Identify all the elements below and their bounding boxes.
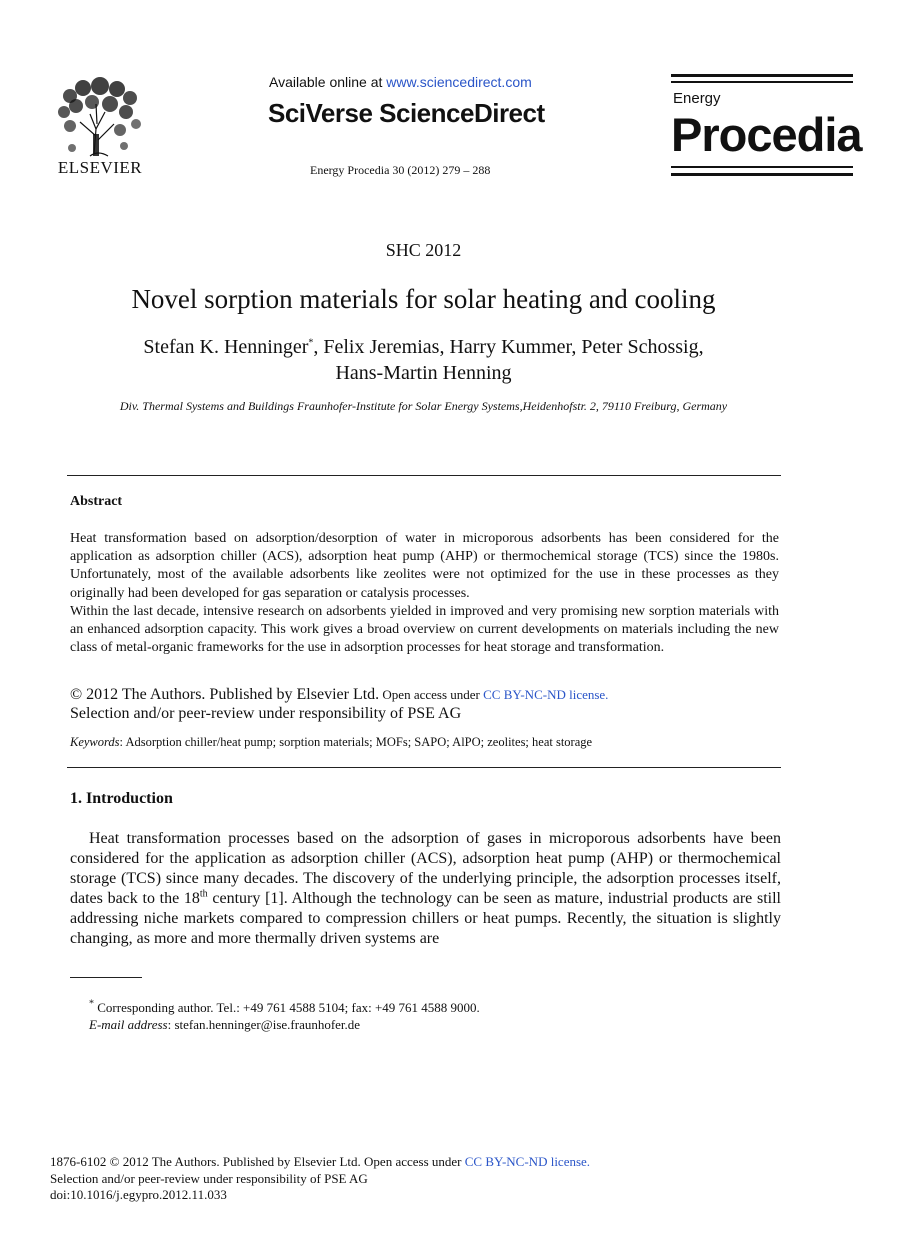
- section-heading-introduction: 1. Introduction: [70, 790, 173, 807]
- license-link[interactable]: CC BY-NC-ND license.: [483, 687, 609, 702]
- footer-doi[interactable]: doi:10.1016/j.egypro.2012.11.033: [50, 1187, 227, 1202]
- keywords-line: [70, 735, 592, 750]
- ordinal-superscript: th: [199, 888, 208, 900]
- logo-rule: [671, 74, 853, 77]
- logo-procedia-text: Procedia: [671, 108, 862, 161]
- divider: [67, 767, 781, 768]
- logo-rule: [671, 81, 853, 83]
- sciencedirect-link[interactable]: www.sciencedirect.com: [386, 74, 532, 90]
- article-title: Novel sorption materials for solar heating and cooling: [131, 284, 716, 314]
- email-label: E-mail address: [89, 1017, 168, 1032]
- keywords-list: : Adsorption chiller/heat pump; sorption materials; MOFs; SAPO; AlPO; zeolites; heat storage: [119, 735, 593, 749]
- email-address: : stefan.henninger@ise.fraunhofer.de: [167, 1017, 361, 1032]
- authors-line-2: Hans-Martin Henning: [335, 362, 512, 384]
- copyright-text: © 2012 The Authors. Published by Elsevier Ltd.: [70, 686, 380, 703]
- corresponding-mark: *: [308, 337, 314, 349]
- footer-peer-review: Selection and/or peer-review under responsibility of PSE AG: [50, 1171, 368, 1186]
- footer-issn-text: 1876-6102 © 2012 The Authors. Published by Elsevier Ltd. Open access under: [50, 1154, 465, 1169]
- sciverse-sciencedirect-logo: SciVerse ScienceDirect: [268, 98, 545, 128]
- logo-rule: [671, 173, 853, 176]
- available-online-line: [269, 74, 532, 90]
- abstract-heading: Abstract: [70, 494, 123, 509]
- abstract-paragraph-2: Within the last decade, intensive research on adsorbents yielded in improved and very promising new sorption materials with an enhanced adsorption capacity. This work gives a broad overview on current developments on materials including the new class of metal-organic frameworks for the use in adsorption processes for heat storage and transformation.: [70, 604, 779, 656]
- logo-energy-text: Energy: [673, 90, 721, 107]
- footnote-mark: *: [89, 998, 94, 1010]
- conference-name: SHC 2012: [385, 240, 462, 260]
- authors-line-1: [0, 336, 847, 359]
- footnote-rule: [70, 977, 142, 978]
- footnote-corresponding: [89, 1000, 480, 1016]
- energy-procedia-logo: [671, 74, 862, 178]
- footer-license-link[interactable]: CC BY-NC-ND license.: [464, 1154, 591, 1169]
- author-name: Stefan K. Henninger: [143, 336, 309, 358]
- elsevier-wordmark: ELSEVIER: [57, 158, 143, 177]
- affiliation: Div. Thermal Systems and Buildings Fraunhofer-Institute for Solar Energy Systems,Heidenhofstr. 2, 79110 Freiburg, Germany: [119, 399, 728, 413]
- available-prefix: Available online at: [269, 74, 387, 90]
- open-access-text: Open access under: [379, 687, 484, 702]
- author-names: , Felix Jeremias, Harry Kummer, Peter Schossig,: [313, 336, 704, 358]
- abstract-paragraph-1: Heat transformation based on adsorption/desorption of water in microporous adsorbents has been considered for the application as adsorption chiller (ACS), adsorption heat pump (AHP) or thermochemical storage (TCS) since the 1980s. Unfortunately, most of the available adsorbents like zeolites were not optimized for the use in these processes as they originally had been developed for gas separation or catalysis processes.: [70, 531, 779, 601]
- logo-rule: [671, 166, 853, 168]
- copyright-line: [70, 686, 608, 704]
- introduction-paragraph: [70, 829, 781, 949]
- intro-text-part-2: century [1]. Although the technology can be seen as mature, industrial products are still addressing niche markets compared to compression chillers or heat pumps. Recently, the situation is slightly changing, as more and more thermally driven systems are: [70, 890, 781, 947]
- intro-text-part-1: Heat transformation processes based on the adsorption of gases in microporous adsorbents have been considered for the application as adsorption chiller (ACS), adsorption heat pump (AHP) or thermochemical storage (TCS) since many decades. The discovery of the underlying principle, the adsorption processes itself, dates back to the 18: [70, 830, 781, 907]
- divider: [67, 475, 781, 476]
- footer-issn-line: [50, 1154, 590, 1170]
- footnote-contact: Corresponding author. Tel.: +49 761 4588 5104; fax: +49 761 4588 9000.: [94, 1000, 480, 1015]
- peer-review-line: Selection and/or peer-review under responsibility of PSE AG: [70, 705, 462, 722]
- keywords-label: Keywords: [70, 735, 120, 749]
- footnote-email: [89, 1017, 360, 1033]
- journal-citation: Energy Procedia 30 (2012) 279 – 288: [310, 163, 491, 177]
